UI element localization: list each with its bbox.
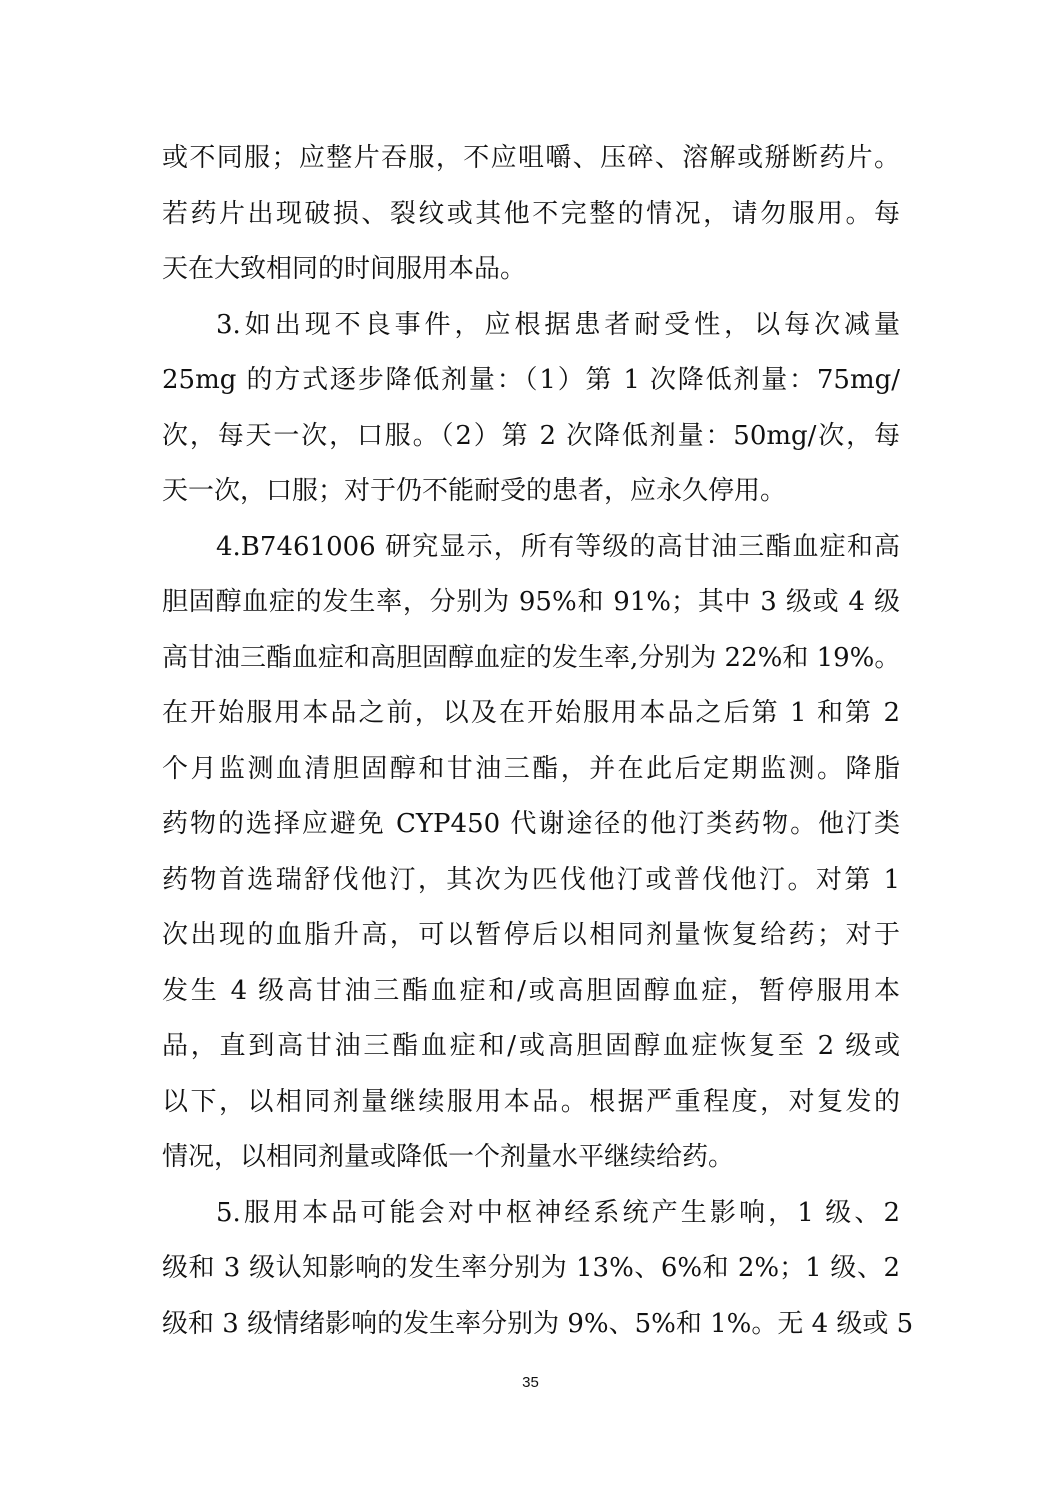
text-line: 胆固醇血症的发生率，分别为 95%和 91%；其中 3 级或 4 级 xyxy=(162,587,900,617)
text-line: 发生 4 级高甘油三酯血症和/或高胆固醇血症，暂停服用本 xyxy=(162,975,900,1006)
text-line: 情况，以相同剂量或降低一个剂量水平继续给药。 xyxy=(162,1142,735,1172)
text-line: 个月监测血清胆固醇和甘油三酯，并在此后定期监测。降脂 xyxy=(162,753,900,784)
text-line: 高甘油三酯血症和高胆固醇血症的发生率,分别为 22%和 19%。 xyxy=(162,642,901,673)
text-line: 以下，以相同剂量继续服用本品。根据严重程度，对复发的 xyxy=(162,1086,900,1117)
text-line: 次，每天一次，口服。（2）第 2 次降低剂量：50mg/次，每 xyxy=(162,420,900,451)
text-line: 级和 3 级情绪影响的发生率分别为 9%、5%和 1%。无 4 级或 5 xyxy=(162,1308,914,1339)
text-line: 25mg 的方式逐步降低剂量：（1）第 1 次降低剂量：75mg/ xyxy=(162,365,900,395)
text-line: 品，直到高甘油三酯血症和/或高胆固醇血症恢复至 2 级或 xyxy=(162,1031,900,1061)
text-line: 药物首选瑞舒伐他汀，其次为匹伐他汀或普伐他汀。对第 1 xyxy=(162,864,900,895)
document-body xyxy=(162,138,914,1359)
text-line: 级和 3 级认知影响的发生率分别为 13%、6%和 2%；1 级、2 xyxy=(162,1253,900,1283)
text-line: 次出现的血脂升高，可以暂停后以相同剂量恢复给药；对于 xyxy=(162,920,900,950)
text-line: 3.如出现不良事件，应根据患者耐受性，以每次减量 xyxy=(216,309,900,340)
text-line: 天一次，口服；对于仍不能耐受的患者，应永久停用。 xyxy=(162,476,787,506)
text-line: 或不同服；应整片吞服，不应咀嚼、压碎、溶解或掰断药片。 xyxy=(162,143,900,173)
text-line: 5.服用本品可能会对中枢神经系统产生影响，1 级、2 xyxy=(216,1197,900,1228)
page-number: 35 xyxy=(522,1374,539,1391)
text-line: 天在大致相同的时间服用本品。 xyxy=(162,254,527,284)
text-line: 4.B7461006 研究显示，所有等级的高甘油三酯血症和高 xyxy=(216,531,900,562)
text-line: 若药片出现破损、裂纹或其他不完整的情况，请勿服用。每 xyxy=(162,198,900,229)
text-line: 药物的选择应避免 CYP450 代谢途径的他汀类药物。他汀类 xyxy=(162,809,900,839)
text-line: 在开始服用本品之前，以及在开始服用本品之后第 1 和第 2 xyxy=(162,698,900,728)
